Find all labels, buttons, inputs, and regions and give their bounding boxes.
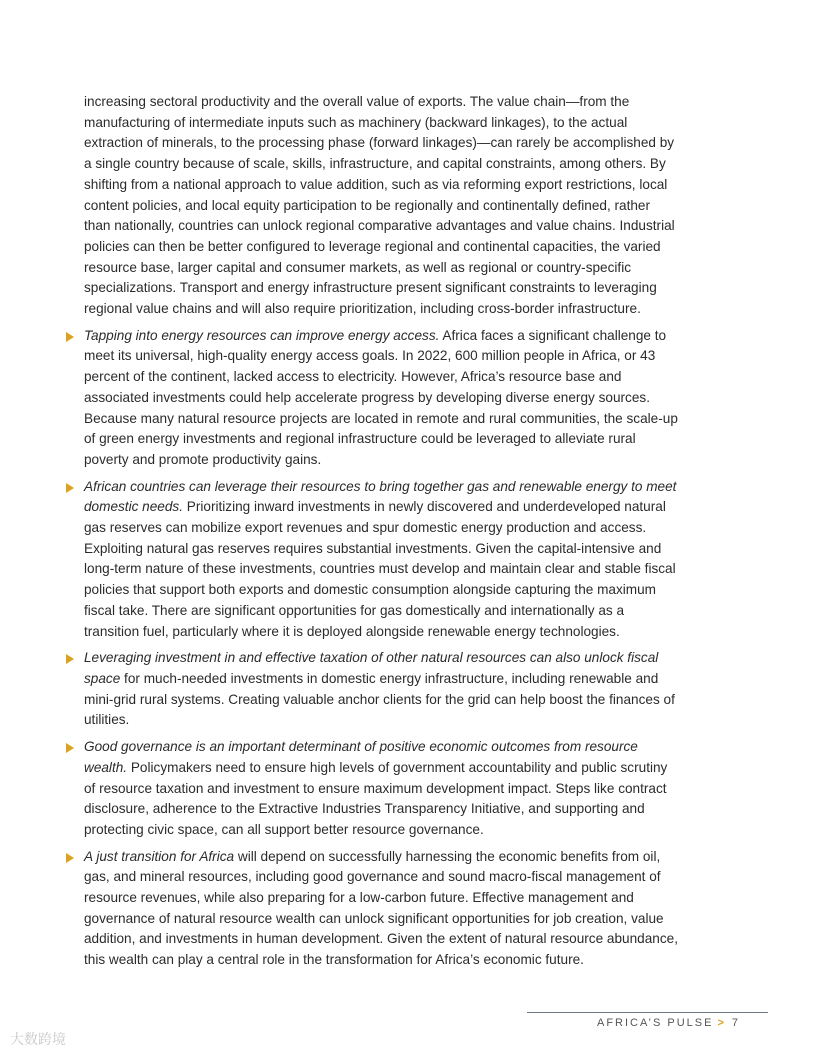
- bullet-lead: Leveraging investment in and effective taxation of other natural resources can also unlock fiscal space: [84, 650, 659, 686]
- triangle-bullet-icon: [66, 743, 74, 753]
- chevron-right-icon: >: [717, 1017, 726, 1029]
- bullet-lead: African countries can leverage their resources to bring together gas and renewable energy to meet domestic needs.: [84, 478, 677, 515]
- bullet-text: Prioritizing inward investments in newly discovered and underdeveloped natural gas reserves can mobilize export revenues and spur domestic energy production and access. Exploiting natural gas reserves requires substantial investments. Given the capital-intensive and long-term nature of these investments, countries must develop and maintain clear and stable fiscal policies that support both exports and domestic consumption alongside capturing the maximum fiscal take. There are significant opportunities for gas domestically and internationally as a transition fuel, particularly where it is deployed alongside renewable energy technologies.: [84, 499, 676, 639]
- page-number: 7: [731, 1017, 738, 1029]
- bullet-item: [84, 326, 680, 471]
- bullet-paragraph: [84, 648, 680, 731]
- triangle-bullet-icon: [66, 483, 74, 493]
- bullet-item: [84, 737, 680, 841]
- bullet-paragraph: [84, 326, 680, 471]
- bullet-text: for much-needed investments in domestic energy infrastructure, including renewable and mini-grid rural systems. Creating valuable anchor clients for the grid can help boost the finances of utilities.: [84, 670, 675, 728]
- bullet-text: will depend on successfully harnessing the economic benefits from oil, gas, and mineral resources, including good governance and sound macro-fiscal management of resource revenues, while also preparing for a low-carbon future. Effective management and governance of natural resource wealth can unlock significant opportunities for job creation, value addition, and investments in human development. Given the extent of natural resource abundance, this wealth can play a central role in the transformation for Africa’s economic future.: [84, 848, 678, 968]
- bullet-paragraph: [84, 847, 680, 971]
- triangle-bullet-icon: [66, 654, 74, 664]
- intro-paragraph: increasing sectoral productivity and the overall value of exports. The value chain—from the manufacturing of intermediate inputs such as machinery (backward linkages), to the actual extraction of minerals, to the processing phase (forward linkages)—can rarely be accomplished by a single country because of scale, skills, infrastructure, and capital constraints, among others. By shifting from a national approach to value addition, such as via reforming export restrictions, local content policies, and local equity participation to be regionally and continentally defined, rather than nationally, countries can unlock regional comparative advantages and value chains. Industrial policies can then be better configured to leverage regional and continental capacities, the varied resource base, larger capital and consumer markets, as well as regional or country-specific specializations. Transport and energy infrastructure present significant constraints to leveraging regional value chains and will also require prioritization, including cross-border infrastructure.: [84, 94, 675, 317]
- triangle-bullet-icon: [66, 853, 74, 863]
- body-text: [84, 92, 680, 977]
- bullet-text: Policymakers need to ensure high levels of government accountability and public scrutiny of resource taxation and investment to ensure maximum development impact. Steps like contract disclosure, adherence to the Extractive Industries Transparency Initiative, and supporting and protecting civic space, can all support better resource governance.: [84, 759, 668, 837]
- bullet-paragraph: [84, 737, 680, 841]
- bullet-lead: A just transition for Africa: [84, 848, 235, 864]
- footer-divider: [527, 1012, 768, 1013]
- page-footer: [597, 1017, 738, 1029]
- watermark-logo: 大数跨境: [10, 1031, 66, 1047]
- publication-title: AFRICA’S PULSE: [597, 1017, 714, 1029]
- triangle-bullet-icon: [66, 332, 74, 342]
- bullet-lead: Tapping into energy resources can improve energy access.: [84, 327, 440, 343]
- bullet-item: [84, 847, 680, 971]
- bullet-item: [84, 648, 680, 731]
- bullet-paragraph: [84, 477, 680, 643]
- bullet-text: Africa faces a significant challenge to meet its universal, high-quality energy access goals. In 2022, 600 million people in Africa, or 43 percent of the continent, lacked access to electricity. However, Africa’s resource base and associated investments could help accelerate progress by developing diverse energy sources. Because many natural resource projects are located in remote and rural communities, the scale-up of green energy investments and regional infrastructure could be leveraged to alleviate rural poverty and promote productivity gains.: [84, 327, 678, 467]
- bullet-item: [84, 477, 680, 643]
- bullet-lead: Good governance is an important determinant of positive economic outcomes from resource wealth.: [84, 739, 638, 775]
